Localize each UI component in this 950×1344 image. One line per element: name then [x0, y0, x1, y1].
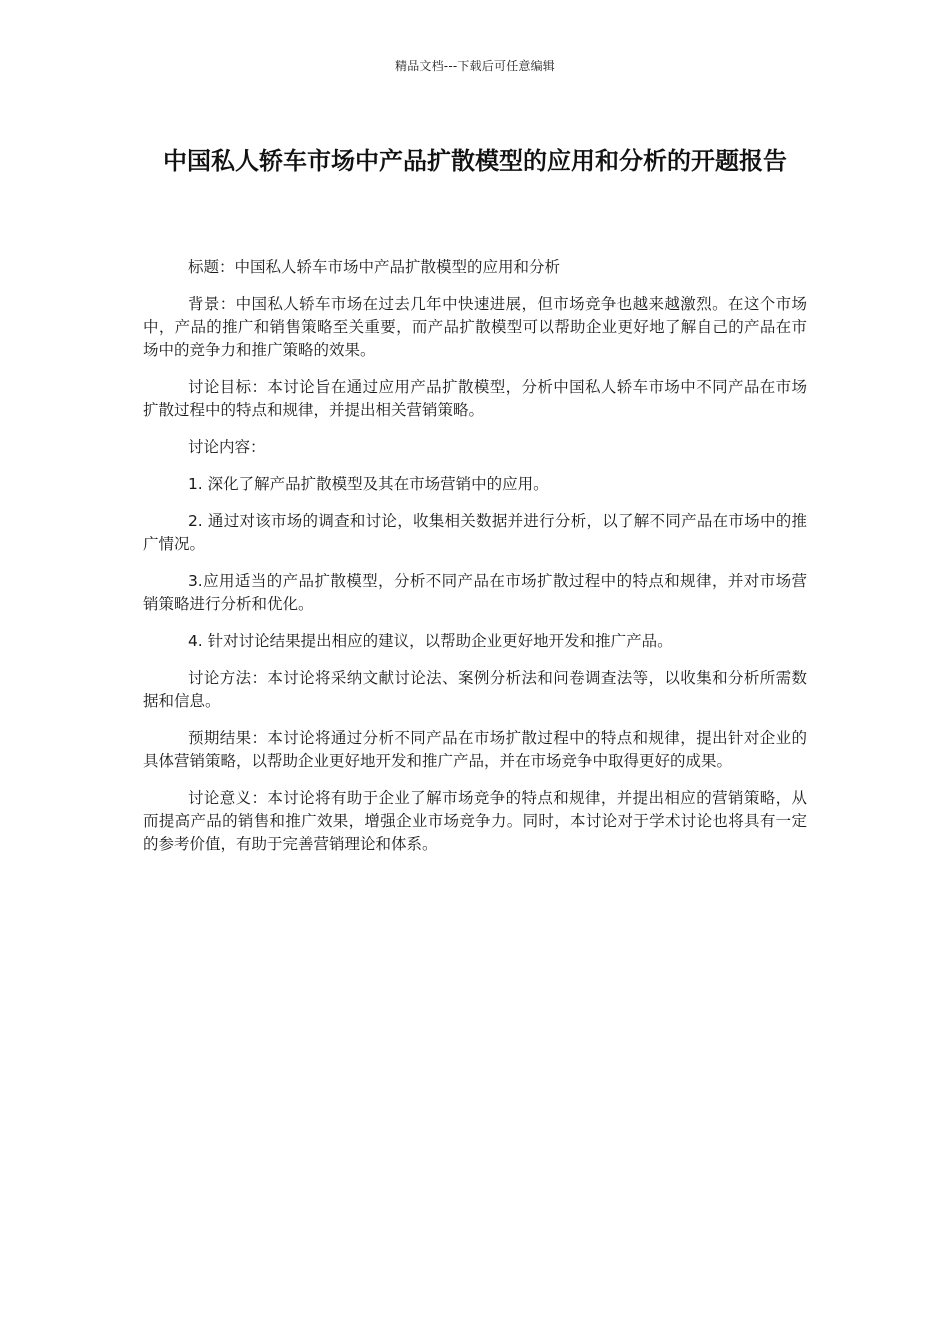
paragraph-content-item-3: 3.应用适当的产品扩散模型，分析不同产品在市场扩散过程中的特点和规律，并对市场营销策略进行分析和优化。: [143, 572, 807, 613]
paragraph-objective: 讨论目标：本讨论旨在通过应用产品扩散模型，分析中国私人轿车市场中不同产品在市场扩散过程中的特点和规律，并提出相关营销策略。: [143, 378, 807, 419]
paragraph-expected-results: 预期结果：本讨论将通过分析不同产品在市场扩散过程中的特点和规律，提出针对企业的具体营销策略，以帮助企业更好地开发和推广产品，并在市场竞争中取得更好的成果。: [143, 729, 807, 770]
paragraph-content-item-1: 1. 深化了解产品扩散模型及其在市场营销中的应用。: [187, 475, 549, 493]
header-note: 精品文档---下载后可任意编辑: [395, 59, 555, 73]
paragraph-background: 背景：中国私人轿车市场在过去几年中快速进展，但市场竞争也越来越激烈。在这个市场中，产品的推广和销售策略至关重要，而产品扩散模型可以帮助企业更好地了解自己的产品在市场中的竞争力和推广策略的效果。: [143, 295, 807, 359]
paragraph-method: 讨论方法：本讨论将采纳文献讨论法、案例分析法和问卷调查法等，以收集和分析所需数据和信息。: [143, 669, 807, 710]
paragraph-title-line: 标题：中国私人轿车市场中产品扩散模型的应用和分析: [187, 258, 560, 276]
paragraph-content-item-2: 2. 通过对该市场的调查和讨论，收集相关数据并进行分析，以了解不同产品在市场中的推广情况。: [143, 512, 807, 553]
document-body: [143, 256, 807, 870]
document-title: 中国私人轿车市场中产品扩散模型的应用和分析的开题报告: [163, 147, 787, 175]
paragraph-content-item-4: 4. 针对讨论结果提出相应的建议，以帮助企业更好地开发和推广产品。: [187, 632, 673, 650]
paragraph-content-heading: 讨论内容：: [187, 438, 266, 456]
paragraph-significance: 讨论意义：本讨论将有助于企业了解市场竞争的特点和规律，并提出相应的营销策略，从而提高产品的销售和推广效果，增强企业市场竞争力。同时，本讨论对于学术讨论也将具有一定的参考价值，有助于完善营销理论和体系。: [143, 789, 807, 853]
